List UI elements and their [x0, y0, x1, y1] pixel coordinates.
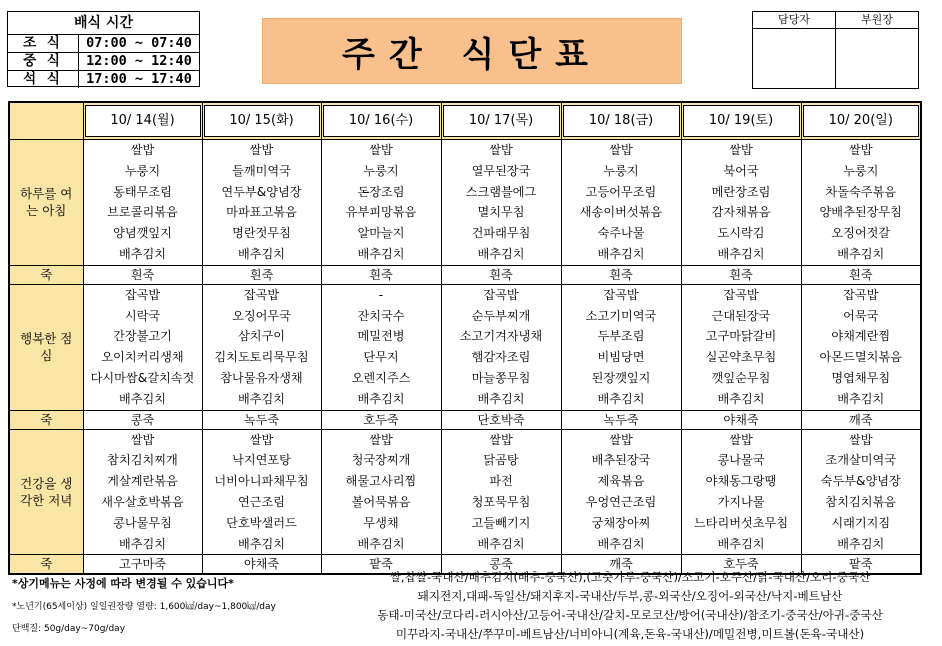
approval-col-manager	[753, 12, 836, 88]
meal-time-row-breakfast	[8, 35, 199, 53]
meal-time-name: 조 식	[8, 35, 79, 52]
breakfast-label-text: 하루를 여는 아침	[20, 186, 73, 219]
menu-item: 동태무조림	[113, 184, 172, 199]
menu-item: 참치김치볶음	[825, 494, 897, 509]
menu-item: 새송이버섯볶음	[579, 205, 663, 220]
menu-item: 다시마쌈&갈치속젓	[90, 370, 195, 385]
menu-item: 배추김치	[118, 536, 167, 551]
protein-note: 단백질: 50g/day~70g/day	[12, 624, 126, 634]
menu-item: 실곤약초무침	[705, 350, 777, 365]
day-header	[202, 102, 321, 140]
menu-item: 알마늘지	[357, 226, 405, 241]
meal-time-title: 배식 시간	[8, 12, 199, 35]
menu-item: 고구마닭갈비	[705, 329, 777, 344]
menu-item: 멸치무침	[477, 205, 525, 220]
breakfast-day-cell	[561, 140, 681, 266]
menu-item: 배추김치	[837, 391, 885, 406]
menu-item: 유부피망볶음	[345, 205, 417, 220]
origin-line: 미꾸라지-국내산/쭈꾸미-베트남산/너비아니(계육,돈육-국내산)/메밀전병,미트볼(돈육-국내산)	[395, 627, 865, 641]
day-header	[83, 102, 202, 140]
menu-item: 참나물유자생채	[220, 370, 303, 385]
menu-item: 오이치커리생채	[101, 350, 184, 365]
porridge-item: 깨죽	[801, 410, 921, 429]
menu-item: 콩나물국	[717, 453, 765, 468]
menu-item: 쌀밥	[848, 432, 873, 447]
lunch-row	[9, 284, 921, 410]
meal-time-value: 12:00 ~ 12:40	[86, 53, 192, 69]
dinner-day-cell	[561, 429, 681, 555]
menu-item: 콩나물무침	[113, 515, 172, 530]
dinner-day-cell	[83, 429, 202, 555]
day-header-label: 10/ 19(토)	[683, 105, 800, 137]
breakfast-label	[9, 140, 83, 266]
porridge-item: 야채죽	[202, 555, 321, 575]
menu-item: 누룽지	[603, 163, 639, 178]
dinner-day-cell	[681, 429, 801, 555]
menu-item: 배추김치	[597, 246, 645, 261]
menu-item: 닭곰탕	[483, 453, 519, 468]
menu-item: 숙두부&양념장	[820, 474, 901, 489]
menu-item: 가지나물	[717, 494, 765, 509]
menu-item: 쌀밥	[249, 432, 274, 447]
porridge-item: 단호박죽	[441, 410, 561, 429]
menu-item: 배추김치	[237, 536, 286, 551]
menu-item: 배추김치	[837, 536, 885, 551]
menu-item: 스크램블에그	[465, 184, 537, 199]
dinner-label	[9, 429, 83, 555]
porridge-item: 깨죽	[561, 555, 681, 575]
menu-item: 배추된장국	[591, 453, 651, 468]
meal-time-box	[7, 11, 200, 87]
menu-item: 쌀밥	[609, 432, 633, 447]
menu-item: 조개살미역국	[825, 453, 897, 468]
menu-item: 배추김치	[118, 391, 167, 406]
page-title: 주간 식단표	[341, 34, 603, 75]
porridge-item: 흰죽	[83, 265, 202, 284]
approval-col-vice-director	[836, 12, 918, 88]
menu-item: 너비아니파채무침	[214, 474, 309, 489]
menu-item: 메란장조림	[711, 184, 771, 199]
meal-time-row-dinner	[8, 71, 199, 88]
menu-item: 배추김치	[477, 536, 525, 551]
menu-item: 배추김치	[357, 536, 405, 551]
meal-time-value: 17:00 ~ 17:40	[86, 71, 192, 87]
menu-item: 소고기겨자냉채	[459, 329, 543, 344]
menu-item: 된장깻잎지	[591, 370, 651, 385]
porridge-label: 죽	[9, 555, 83, 575]
day-header-label: 10/ 14(월)	[85, 105, 201, 137]
menu-item: 비빔당면	[597, 350, 645, 365]
menu-item: 김치도토리묵무침	[214, 350, 309, 365]
meal-time-name: 중 식	[8, 53, 79, 70]
menu-item: 소고기미역국	[585, 308, 657, 323]
porridge-item: 팥죽	[801, 555, 921, 575]
menu-item: 북어국	[723, 163, 759, 178]
menu-item: 잡곡밥	[483, 287, 519, 302]
porridge-item: 호두죽	[681, 555, 801, 575]
menu-item: 쌀밥	[130, 143, 155, 157]
day-header	[801, 102, 921, 140]
menu-item: 배추김치	[357, 391, 405, 406]
dinner-day-cell	[801, 429, 921, 555]
menu-item: 새우살호박볶음	[101, 494, 184, 509]
day-header-label: 10/ 17(목)	[443, 105, 560, 137]
menu-item: 배추김치	[477, 246, 525, 261]
header-corner	[9, 102, 83, 140]
breakfast-day-cell	[202, 140, 321, 266]
porridge-item: 야채죽	[681, 410, 801, 429]
menu-item: 야채계란찜	[831, 329, 891, 344]
breakfast-porridge-row	[9, 265, 921, 284]
weekly-menu-table	[8, 101, 922, 575]
lunch-porridge-row	[9, 410, 921, 429]
menu-item: 도시락김	[717, 226, 765, 241]
menu-item: 고들빼기지	[471, 515, 531, 530]
lunch-day-cell	[801, 284, 921, 410]
dinner-day-cell	[202, 429, 321, 555]
porridge-item: 흰죽	[561, 265, 681, 284]
menu-item: 잡곡밥	[124, 287, 161, 302]
menu-item: 궁채장아찌	[591, 515, 651, 530]
menu-item: 단호박샐러드	[226, 515, 297, 530]
menu-item: 아몬드멸치볶음	[819, 350, 902, 365]
day-header-label: 10/ 18(금)	[563, 105, 680, 137]
menu-item: 숙주나물	[597, 226, 645, 241]
lunch-day-cell	[321, 284, 441, 410]
menu-item: 간장불고기	[113, 329, 172, 344]
menu-item: 배추김치	[237, 391, 286, 406]
menu-item: 메밀전병	[357, 329, 405, 344]
day-header	[561, 102, 681, 140]
approval-head: 부원장	[836, 12, 918, 29]
day-header-label: 10/ 20(일)	[803, 105, 920, 137]
porridge-item: 콩죽	[441, 555, 561, 575]
menu-item: 깻잎순무침	[711, 370, 771, 385]
menu-item: 누룽지	[843, 163, 879, 178]
menu-item: 쌀밥	[729, 143, 753, 157]
menu-item: 마파표고볶음	[226, 205, 297, 220]
porridge-label: 죽	[9, 265, 83, 284]
menu-item: 무생채	[363, 515, 399, 530]
menu-item: 삼치구이	[237, 329, 286, 344]
day-header	[321, 102, 441, 140]
porridge-item: 흰죽	[801, 265, 921, 284]
approval-box	[752, 11, 919, 89]
meal-time-value: 07:00 ~ 07:40	[86, 35, 192, 51]
menu-item: 오렌지주스	[351, 370, 411, 385]
origin-line: 돼지전지,대패-독일산/돼지후지-국내산/두부,콩-외국산/오징어-외국산/낙지-베트남산	[417, 589, 843, 603]
menu-item: 참치김치찌개	[107, 453, 178, 468]
menu-item: 누룽지	[363, 163, 399, 178]
menu-item: 쌀밥	[609, 143, 633, 157]
menu-item: 배추김치	[118, 246, 167, 261]
menu-item: 오징어젓갈	[831, 226, 891, 241]
menu-item: 쌀밥	[369, 143, 393, 157]
menu-item: 잡곡밥	[843, 287, 879, 302]
menu-item: 양념깻잎지	[113, 226, 172, 241]
menu-item: 명엽채무침	[831, 370, 891, 385]
menu-item: 배추김치	[477, 391, 525, 406]
menu-item: 시락국	[124, 308, 161, 323]
menu-item: 잡곡밥	[603, 287, 639, 302]
origin-line: 동태-미국산/코다리-러시아산/고등어-국내산/갈치-모로코산/방어(국내산)/참조기-중국산/아귀-중국산	[377, 608, 883, 622]
porridge-item: 흰죽	[202, 265, 321, 284]
lunch-day-cell	[561, 284, 681, 410]
menu-item: 잔치국수	[357, 308, 405, 323]
porridge-item: 흰죽	[441, 265, 561, 284]
menu-item: 쌀밥	[489, 143, 513, 157]
porridge-label: 죽	[9, 410, 83, 429]
menu-item: 감자채볶음	[711, 205, 771, 220]
elderly-calorie-note: *노년기(65세이상) 일일권장량 열량: 1,600㎉/day~1,800㎉/day	[12, 602, 276, 612]
menu-item: 두부조림	[597, 329, 645, 344]
day-header-row	[9, 102, 921, 140]
breakfast-day-cell	[681, 140, 801, 266]
menu-item: 파전	[489, 474, 513, 489]
menu-item: 우엉연근조림	[585, 494, 657, 509]
menu-item: 마늘쫑무침	[471, 370, 531, 385]
menu-item: 연두부&양념장	[221, 184, 302, 199]
lunch-day-cell	[441, 284, 561, 410]
menu-item: 쌀밥	[130, 432, 155, 447]
menu-item: 오징어무국	[232, 308, 291, 323]
day-header	[681, 102, 801, 140]
page-title-box	[262, 18, 682, 84]
menu-item: 들깨미역국	[232, 163, 291, 178]
menu-item: 순두부찌개	[471, 308, 531, 323]
dinner-day-cell	[321, 429, 441, 555]
dinner-row	[9, 429, 921, 555]
menu-change-note: *상기메뉴는 사정에 따라 변경될 수 있습니다*	[12, 577, 234, 590]
menu-item: 배추김치	[837, 246, 885, 261]
menu-item: 쌀밥	[369, 432, 393, 447]
menu-item: 청포묵무침	[471, 494, 531, 509]
menu-item: 명란젓무침	[232, 226, 291, 241]
menu-item: 차돌숙주볶음	[825, 184, 897, 199]
menu-item: 돈장조림	[357, 184, 405, 199]
origin-info	[330, 568, 930, 644]
menu-item: 단무지	[363, 350, 399, 365]
menu-item: 햄감자조림	[471, 350, 531, 365]
menu-item: 배추김치	[717, 536, 765, 551]
menu-item: 쌀밥	[249, 143, 274, 157]
menu-item: 잡곡밥	[243, 287, 280, 302]
menu-item: 쌀밥	[729, 432, 753, 447]
menu-item: 게살계란볶음	[107, 474, 178, 489]
lunch-label-text: 행복한 점심	[20, 331, 73, 364]
porridge-item: 호두죽	[321, 410, 441, 429]
lunch-label	[9, 284, 83, 410]
lunch-day-cell	[202, 284, 321, 410]
breakfast-day-cell	[441, 140, 561, 266]
menu-item: 누룽지	[124, 163, 161, 178]
menu-item: 건파래무침	[471, 226, 531, 241]
meal-time-row-lunch	[8, 53, 199, 71]
meal-time-name: 석 식	[8, 71, 79, 88]
menu-item: 제육볶음	[597, 474, 645, 489]
menu-item: 브로콜리볶음	[107, 205, 178, 220]
menu-item: 볼어묵볶음	[351, 494, 411, 509]
menu-item: 쌀밥	[848, 143, 873, 157]
menu-item: 배추김치	[597, 536, 645, 551]
menu-item: 배추김치	[717, 246, 765, 261]
day-header-label: 10/ 16(수)	[323, 105, 440, 137]
menu-item: 해물고사리찜	[345, 474, 417, 489]
menu-item: 야채동그랑땡	[705, 474, 777, 489]
porridge-item: 녹두죽	[202, 410, 321, 429]
menu-item: 연근조림	[237, 494, 286, 509]
breakfast-day-cell	[83, 140, 202, 266]
approval-head: 담당자	[753, 12, 835, 29]
menu-item: 시래기지짐	[831, 515, 891, 530]
menu-item: 배추김치	[357, 246, 405, 261]
lunch-day-cell	[83, 284, 202, 410]
menu-item: 잡곡밥	[723, 287, 759, 302]
day-header	[441, 102, 561, 140]
menu-item: 양배추된장무침	[819, 205, 902, 220]
porridge-item: 녹두죽	[561, 410, 681, 429]
menu-item: 배추김치	[597, 391, 645, 406]
breakfast-row	[9, 140, 921, 266]
menu-item: 어묵국	[843, 308, 879, 323]
menu-item: 낙지연포탕	[232, 453, 291, 468]
day-header-label: 10/ 15(화)	[204, 105, 320, 137]
menu-item: -	[378, 287, 384, 302]
porridge-item: 고구마죽	[83, 555, 202, 575]
menu-item: 배추김치	[237, 246, 286, 261]
menu-item: 근대된장국	[711, 308, 771, 323]
dinner-label-text: 건강을 생각한 저녁	[20, 475, 73, 508]
porridge-item: 흰죽	[681, 265, 801, 284]
porridge-item: 흰죽	[321, 265, 441, 284]
dinner-day-cell	[441, 429, 561, 555]
breakfast-day-cell	[321, 140, 441, 266]
porridge-item: 팥죽	[321, 555, 441, 575]
menu-item: 배추김치	[717, 391, 765, 406]
breakfast-day-cell	[801, 140, 921, 266]
menu-item: 열무된장국	[471, 163, 531, 178]
menu-item: 쌀밥	[489, 432, 513, 447]
lunch-day-cell	[681, 284, 801, 410]
menu-item: 고등어무조림	[585, 184, 657, 199]
menu-item: 느타리버섯초무침	[693, 515, 789, 530]
porridge-item: 콩죽	[83, 410, 202, 429]
origin-line: 쌀,찹쌀-국내산/배추김치(배추-중국산),(고춧가루-중국산)/소고기-호주산/닭-국내산/오리-중국산	[389, 570, 871, 584]
menu-item: 청국장찌개	[351, 453, 411, 468]
